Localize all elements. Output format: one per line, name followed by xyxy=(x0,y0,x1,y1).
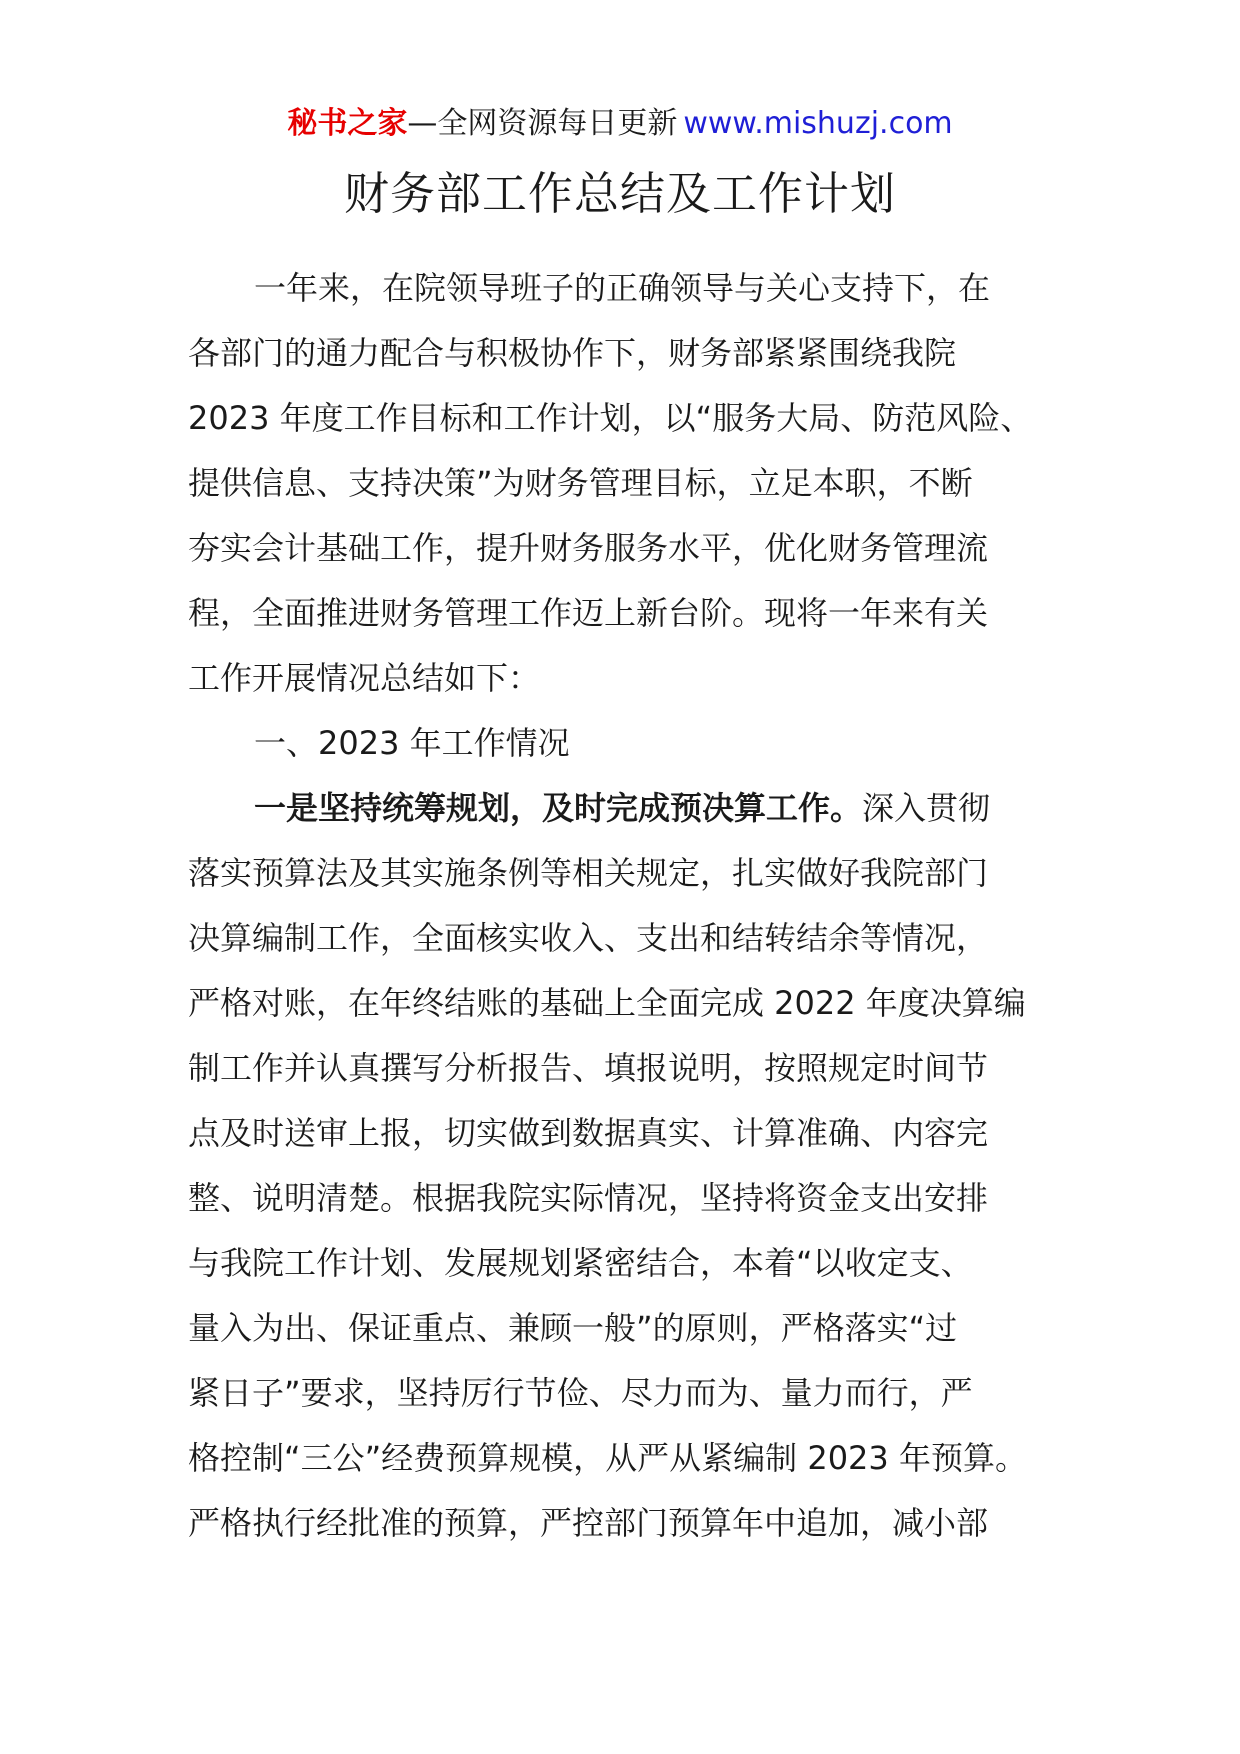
intro-line: 2023 年度工作目标和工作计划，以“服务大局、防范风险、 xyxy=(188,399,1033,437)
para1-line: 格控制“三公”经费预算规模，从严从紧编制 2023 年预算。 xyxy=(188,1439,1027,1477)
document-title: 财务部工作总结及工作计划 xyxy=(343,167,896,220)
intro-line: 工作开展情况总结如下： xyxy=(188,659,541,697)
para1-line: 制工作并认真撰写分析报告、填报说明，按照规定时间节 xyxy=(188,1049,989,1087)
intro-line: 提供信息、支持决策”为财务管理目标，立足本职，不断 xyxy=(188,464,973,502)
section-heading: 一、2023 年工作情况 xyxy=(254,724,570,762)
intro-line: 各部门的通力配合与积极协作下，财务部紧紧围绕我院 xyxy=(188,334,957,372)
para1-line: 严格执行经批准的预算，严控部门预算年中追加，减小部 xyxy=(188,1504,989,1542)
para1-lead-rest: 深入贯彻 xyxy=(862,789,991,827)
para1-line: 与我院工作计划、发展规划紧密结合，本着“以收定支、 xyxy=(188,1244,973,1282)
para1-line: 决算编制工作，全面核实收入、支出和结转结余等情况， xyxy=(188,919,989,957)
para1-first-line xyxy=(188,776,1068,841)
para1-line: 严格对账，在年终结账的基础上全面完成 2022 年度决算编 xyxy=(188,984,1026,1022)
document-body xyxy=(188,256,1068,1556)
intro-line: 一年来，在院领导班子的正确领导与关心支持下，在 xyxy=(254,269,991,307)
para1-line: 点及时送审上报，切实做到数据真实、计算准确、内容完 xyxy=(188,1114,989,1152)
para1-line: 紧日子”要求，坚持厉行节俭、尽力而为、量力而行，严 xyxy=(188,1374,973,1412)
para1-bold-lead: 一是坚持统筹规划，及时完成预决算工作。 xyxy=(254,789,863,827)
intro-line: 夯实会计基础工作，提升财务服务水平，优化财务管理流 xyxy=(188,529,989,567)
site-url[interactable]: www.mishuzj.com xyxy=(683,106,953,141)
site-header xyxy=(0,102,1240,146)
intro-line: 程，全面推进财务管理工作迈上新台阶。现将一年来有关 xyxy=(188,594,989,632)
header-slogan: —全网资源每日更新 xyxy=(407,106,678,141)
para1-line: 量入为出、保证重点、兼顾一般”的原则，严格落实“过 xyxy=(188,1309,958,1347)
brand-name: 秘书之家 xyxy=(287,106,408,141)
para1-line: 落实预算法及其实施条例等相关规定，扎实做好我院部门 xyxy=(188,854,989,892)
para1-line: 整、说明清楚。根据我院实际情况，坚持将资金支出安排 xyxy=(188,1179,989,1217)
